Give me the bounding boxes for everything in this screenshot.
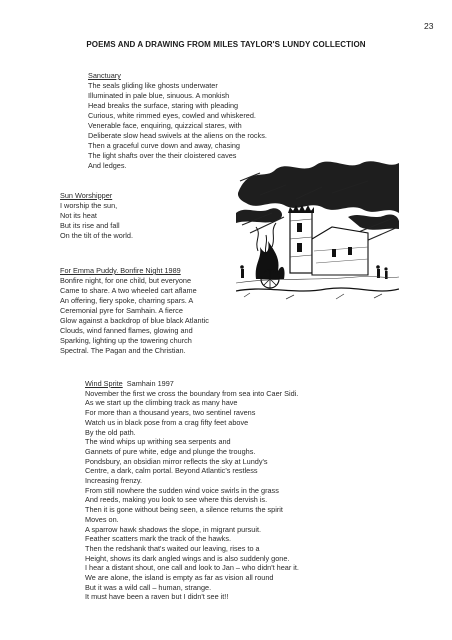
poem-title: Sun Worshipper [60, 191, 113, 200]
poem-title: Sanctuary [88, 71, 121, 80]
poem-line: Pondsbury, an obsidian mirror reflects the sky at Lundy's [85, 456, 268, 466]
poem-line: An offering, fiery spoke, charring spars. A [60, 295, 194, 305]
poem-line: Glow against a backdrop of blue black Atlantic [60, 315, 209, 325]
poem-line: From still nowhere the sudden wind voice swirls in the grass [85, 485, 279, 495]
poem-line: Gannets of pure white, edge and plunge the troughs. [85, 446, 256, 456]
poem-line: Feather scatters mark the track of the hawks. [85, 534, 231, 544]
poem-line: And ledges. [88, 160, 127, 170]
poem-line: We are alone, the island is empty as far as vision all round [85, 573, 274, 583]
poem-line: The wind whips up writhing sea serpents and [85, 437, 231, 447]
poem-line: And reeds, making you look to see where this dervish is. [85, 495, 268, 505]
poem-line: Bonfire night, for one child, but everyone [60, 275, 192, 285]
poem-line: On the tilt of the world. [60, 230, 134, 240]
poem-body [85, 389, 299, 602]
poem-line: November the first we cross the boundary from sea into Caer Sidi. [85, 388, 299, 398]
poem-title-line [85, 379, 299, 389]
poem-emma-puddy [60, 266, 209, 356]
poem-line: But its rise and fall [60, 220, 120, 230]
poem-line: As we start up the climbing track as many have [85, 398, 238, 408]
poem-line: Height, shows its dark angled wings and is also suddenly gone. [85, 553, 290, 563]
page-number: 23 [424, 21, 434, 31]
poem-line: Then the redshank that's waited our leaving, rises to a [85, 543, 260, 553]
poem-title: For Emma Puddy. Bonfire Night 1989 [60, 266, 181, 275]
poem-line: Moves on. [85, 514, 119, 524]
poem-line: Deliberate slow head swivels at the aliens on the rocks. [88, 130, 267, 140]
poem-line: Head breaks the surface, staring with pleading [88, 100, 239, 110]
poem-line: The seals gliding like ghosts underwater [88, 80, 218, 90]
poem-body [60, 276, 209, 356]
poem-line: I hear a distant shout, one call and look to Jan – who didn't hear it. [85, 563, 299, 573]
poem-sun-worshipper [60, 191, 133, 241]
poem-title-suffix: Samhain 1997 [122, 379, 174, 388]
poem-line: I worship the sun, [60, 200, 118, 210]
poem-line: Not its heat [60, 210, 97, 220]
poem-wind-sprite [85, 379, 299, 602]
poem-line: Illuminated in pale blue, sinuous. A monkish [88, 90, 230, 100]
poem-line: A sparrow hawk shadows the slope, in migrant pursuit. [85, 524, 262, 534]
poem-line: It must have been a raven but I didn't see it!! [85, 592, 229, 602]
poem-line: Venerable face, enquiring, quizzical stares, with [88, 120, 242, 130]
poem-line: But it was a wild call – human, strange. [85, 582, 212, 592]
poem-title: Wind Sprite [85, 379, 123, 388]
poem-line: Sparking, lighting up the towering church [60, 335, 192, 345]
poem-line: Clouds, wind fanned flames, glowing and [60, 325, 193, 335]
bonfire-church-drawing [236, 155, 399, 303]
poem-line: Curious, white rimmed eyes, cowled and whiskered. [88, 110, 256, 120]
page-title: POEMS AND A DRAWING FROM MILES TAYLOR'S LUNDY COLLECTION [86, 40, 366, 49]
poem-line: The light shafts over the their cloistered caves [88, 150, 237, 160]
poem-line: Then a graceful curve down and away, chasing [88, 140, 240, 150]
poem-line: Increasing frenzy. [85, 476, 143, 486]
poem-line: For more than a thousand years, two sentinel ravens [85, 408, 256, 418]
poem-line: Ceremonial pyre for Samhain. A fierce [60, 305, 183, 315]
poem-line: Watch us in black pose from a crag fifty feet above [85, 417, 249, 427]
poem-line: By the old path. [85, 427, 136, 437]
poem-line: Centre, a dark, calm portal. Beyond Atlantic's restless [85, 466, 258, 476]
poem-line: Came to share. A two wheeled cart aflame [60, 285, 197, 295]
poem-body [60, 201, 133, 241]
poem-line: Then it is gone without being seen, a silence returns the spirit [85, 505, 283, 515]
poem-line: Spectral. The Pagan and the Christian. [60, 345, 186, 355]
